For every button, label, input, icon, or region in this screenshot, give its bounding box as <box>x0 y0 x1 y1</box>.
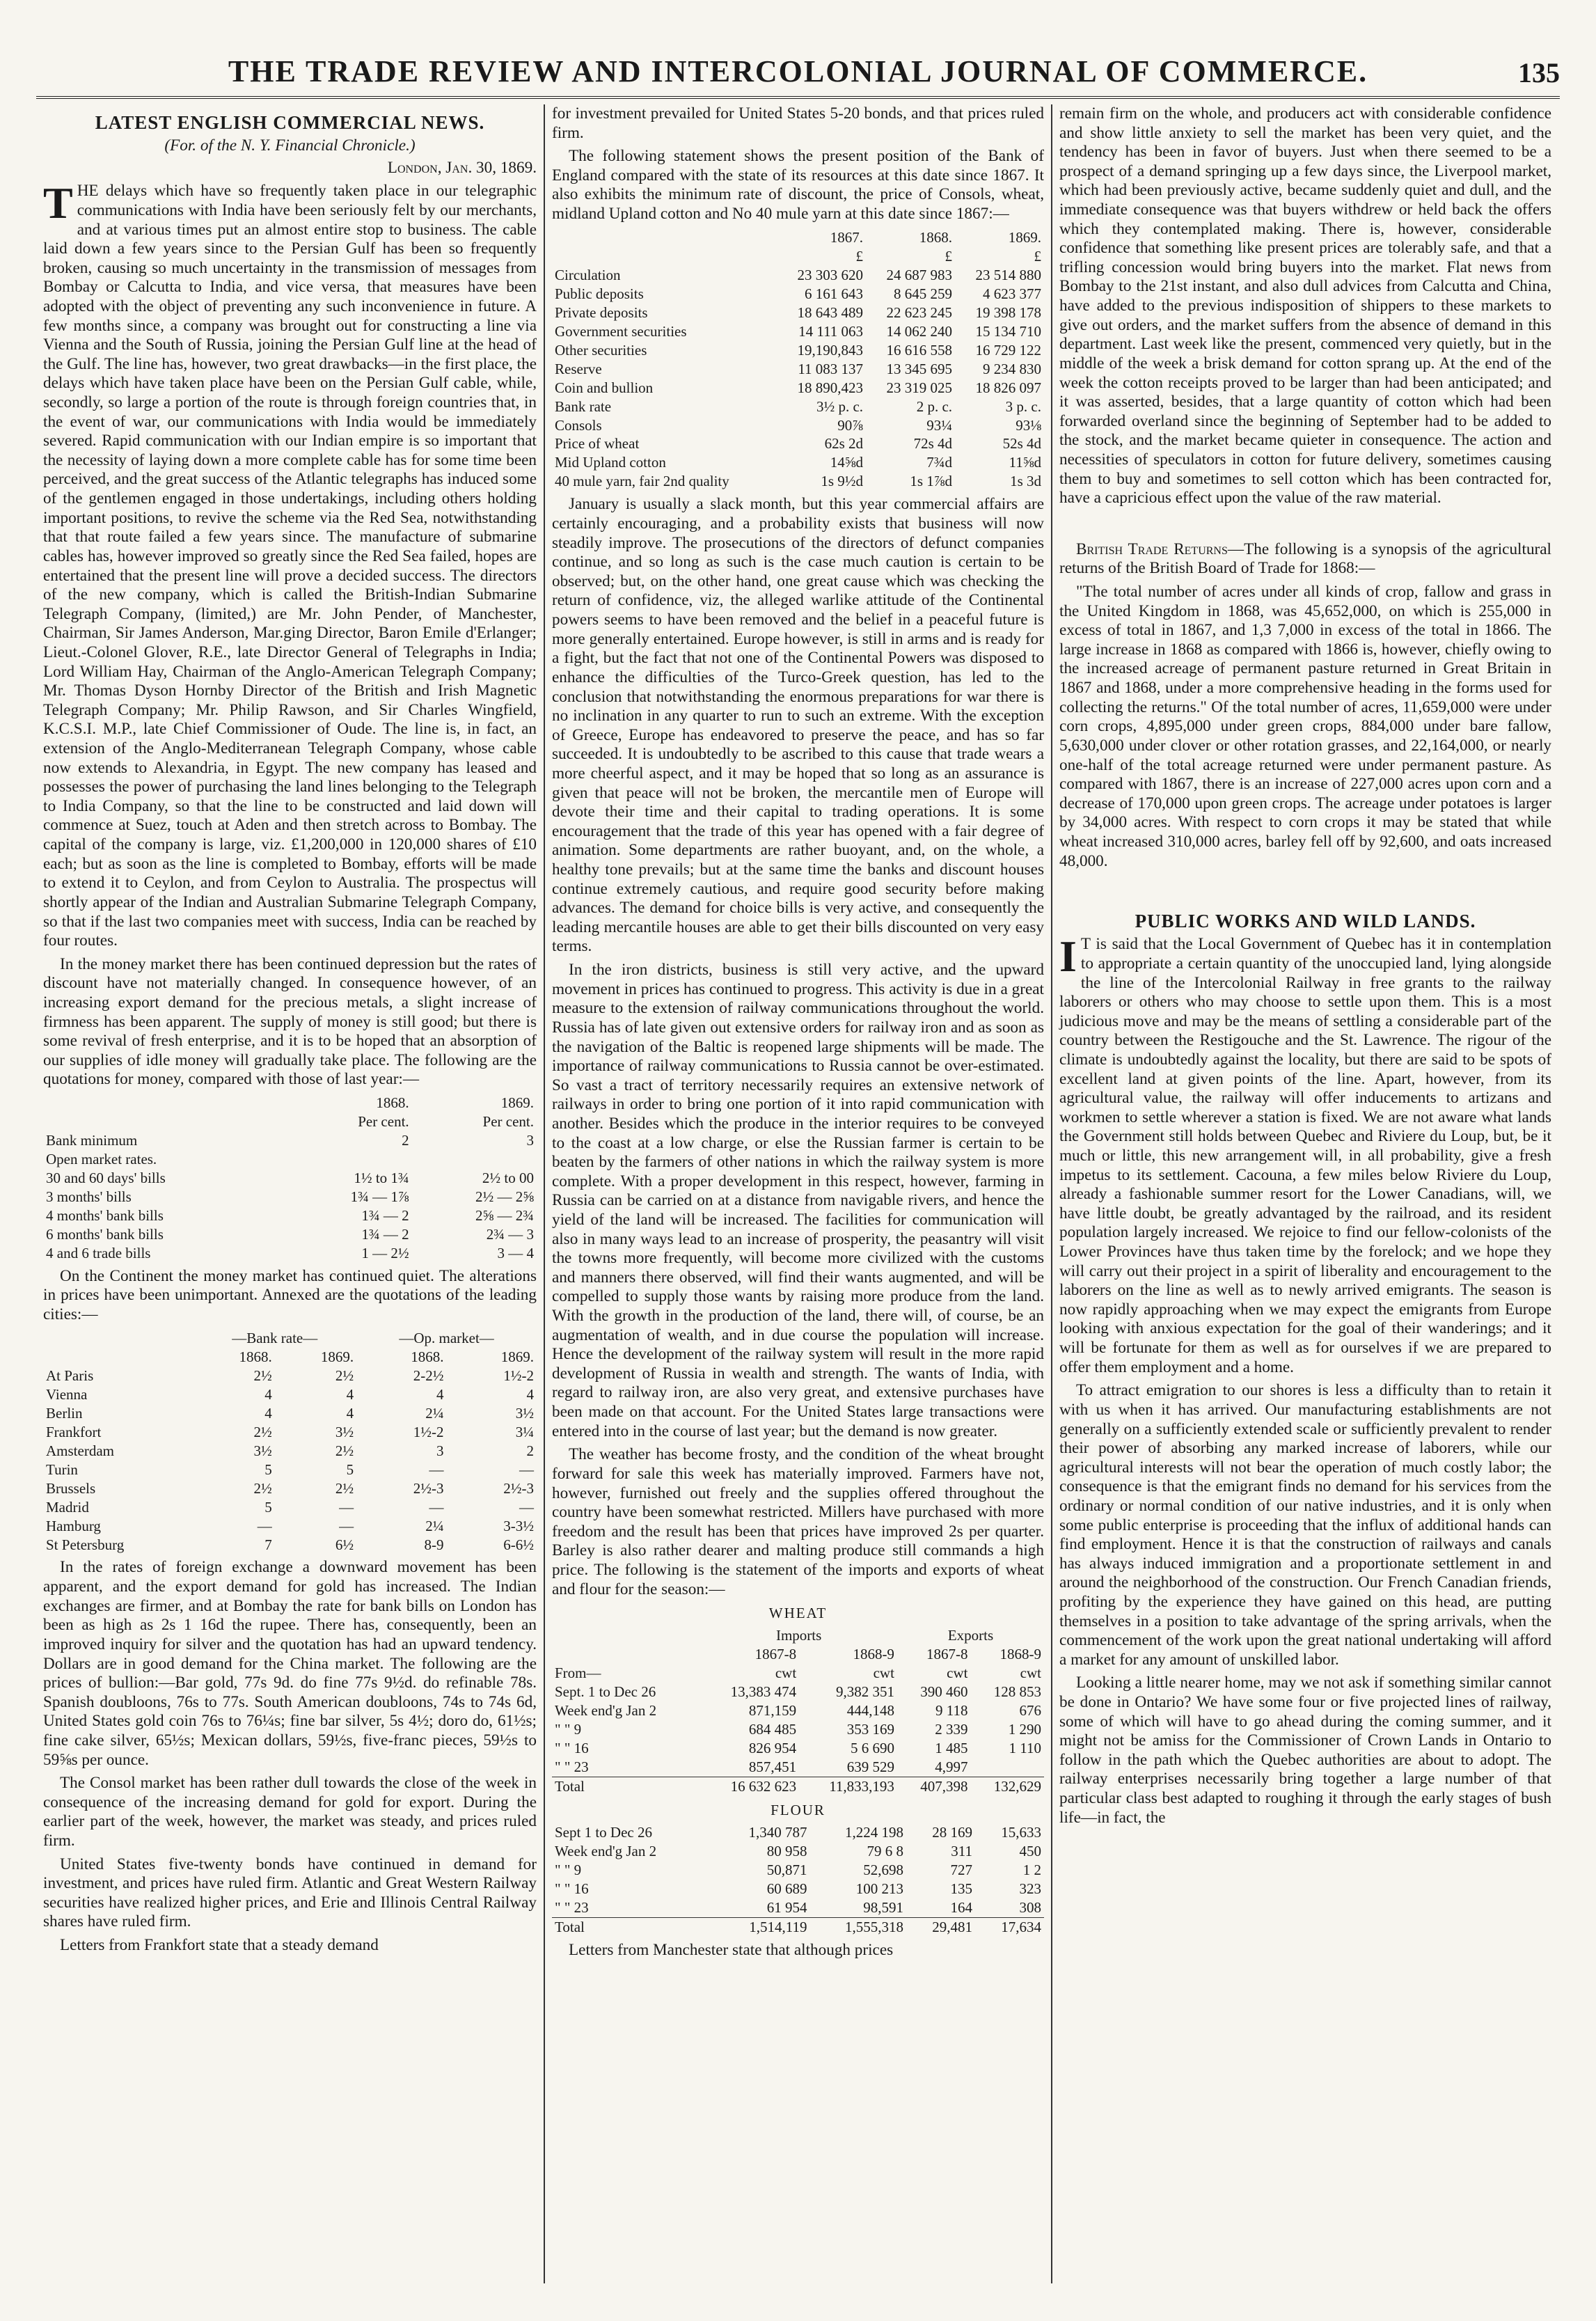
table-cell: 2½-3 <box>413 1479 444 1497</box>
table-cell: 18 826 097 <box>975 379 1041 396</box>
running-header <box>36 49 1560 89</box>
table-cell: 2½ <box>253 1423 272 1440</box>
table-row <box>552 1739 1044 1758</box>
paragraph: British Trade Returns—The following is a synopsis of the agricultural returns of the British Board of Trade for 1868:— <box>1059 540 1551 578</box>
table-header-row: From— cwt cwt cwt cwt <box>555 1665 1041 1682</box>
article-source: (For. of the N. Y. Financial Chronicle.) <box>164 136 416 155</box>
table-cell: 2-2½ <box>413 1367 444 1384</box>
table-cell: 1,555,318 <box>810 1917 906 1936</box>
paragraph: On the Continent the money market has continued quiet. The alterations in prices have been unimportant. Annexed are the quotations of the leading cities:— <box>43 1266 537 1324</box>
column-2 <box>544 104 1051 2283</box>
table-cell: " " 23 <box>555 1759 589 1776</box>
table-cell: — <box>519 1498 534 1516</box>
table-cell: " " 9 <box>555 1721 582 1738</box>
table-header-row: 1867-8 1868-9 1867-8 1868-9 <box>754 1646 1041 1663</box>
table-header-row: Per cent. Per cent. <box>358 1112 534 1130</box>
table-cell: 93⅛ <box>1016 416 1041 434</box>
table-cell: 639 529 <box>846 1759 894 1776</box>
table-cell: 19,190,843 <box>797 341 864 359</box>
table-row <box>43 1367 537 1385</box>
table-cell: 24 687 983 <box>886 266 953 283</box>
table-cell: 16 632 623 <box>700 1777 799 1796</box>
table-cell: Bank minimum <box>46 1131 138 1149</box>
paragraph: for investment prevailed for United States 5-20 bonds, and that prices ruled firm. <box>552 104 1044 142</box>
table-cell: Brussels <box>46 1479 96 1497</box>
table-row <box>552 1880 1044 1898</box>
table-cell: 6-6½ <box>503 1536 534 1553</box>
paragraph: Letters from Frankfort state that a steady demand <box>60 1936 379 1955</box>
table-cell: Private deposits <box>555 304 648 321</box>
table-cell: 4 <box>264 1404 272 1422</box>
table-cell: — <box>429 1461 444 1478</box>
flour-body <box>552 1823 1044 1937</box>
table-cell: 23 319 025 <box>886 379 953 396</box>
table-cell: Total <box>552 1917 713 1936</box>
table-cell: 6 161 643 <box>805 285 864 302</box>
table-cell: Total <box>552 1777 700 1796</box>
table-cell: Consols <box>555 416 602 434</box>
table-cell: Hamburg <box>46 1517 101 1534</box>
table-cell: 1¾ — 2 <box>361 1225 409 1243</box>
table-cell: 60 689 <box>766 1880 807 1897</box>
table-cell: 4 <box>526 1385 534 1403</box>
table-cell: 1¾ — 2 <box>361 1206 409 1224</box>
table-cell: 1 485 <box>935 1740 968 1757</box>
table-cell: " " 16 <box>555 1740 589 1757</box>
table-row <box>43 1169 537 1188</box>
table-row <box>43 1404 537 1423</box>
table-cell: 4 <box>264 1385 272 1403</box>
table-cell: 727 <box>950 1861 972 1878</box>
table-cell: 3½ <box>335 1423 354 1440</box>
table-cell: Week end'g Jan 2 <box>555 1842 657 1859</box>
continental-rates-body <box>43 1367 537 1555</box>
wheat-body <box>552 1683 1044 1796</box>
paragraph: remain firm on the whole, and producers act with considerable confidence and show little anxiety to sell the market has been very quiet, and the tendency has been in favor of buyers. Just when there seemed to be a prospect of a demand springing up a few days since, the Liverpool market, which had been previously active, became suddenly quiet and dull, and the immediate consequence was that buyers withdrew or held back the offers which they contemplated making. There is, however, considerable confidence that something like present prices are tolerably safe, and that a trifling concession would bring buyers into the market. Flat news from Bombay to the 21st instant, and also dull advices from Calcutta and China, have added to the previous indisposition of shippers to these markets to give out orders, and the market suffers from the absence of demand in this department. Last week like the present, commenced very quietly, but in the middle of the week a brisk demand for cotton sprang up. At the end of the week the cotton receipts proved to be larger than had been anticipated; and it was asserted, besides, that a large quantity of cotton which had been forwarded overland since the beginning of September had to be added to the stock, and the market became quieter in consequence. The action and necessities of speculators in cotton for future delivery, sometimes causing them to buy and sometimes to sell cotton which has been contracted for, have a capricious effect upon the value of the raw material. <box>1059 104 1551 508</box>
table-cell: 1s 1⅞d <box>910 473 953 490</box>
table-cell: 871,159 <box>748 1702 797 1720</box>
table-cell: Bank rate <box>555 398 612 415</box>
table-cell: 9,382 351 <box>835 1683 894 1701</box>
table-cell: 2 <box>402 1131 409 1149</box>
table-cell: Amsterdam <box>46 1442 114 1459</box>
table-header-row: 1868. 1869. 1868. 1869. <box>239 1348 534 1365</box>
paragraph: "The total number of acres under all kinds of crop, fallow and grass in the United Kingdom in 1868, was 45,652,000, on which is 255,000 in excess of total in 1867, and 1,3 7,000 in excess of the total in 1866. The large increase in 1868 as compared with 1866 is, however, chiefly owing to the increased acreage of permanent pasture returned in Great Britain in 1867 and 1868, under a more comprehensive heading in the forms used for collecting the returns." Of the total number of acres, 11,659,000 were under corn crops, 4,895,000 under green crops, 884,000 under bare fallow, 5,630,000 under clover or other rotation grasses, and 22,164,000, or nearly one-half of the total acreage returned were under permanent pasture. As compared with 1867, there is an increase of 227,000 acres upon corn and a decrease of 170,000 upon green crops. The acreage under potatoes is larger by 34,000 acres. With respect to corn crops it may be stated that while wheat increased 310,000 acres, barley fell off by 92,600, and oats increased 48,000. <box>1059 583 1551 870</box>
table-cell: 2½ <box>335 1442 354 1459</box>
table-row <box>43 1442 537 1461</box>
table-cell: 323 <box>1019 1880 1041 1897</box>
table-row <box>552 1683 1044 1701</box>
table-cell: 11,833,193 <box>799 1777 897 1796</box>
table-cell: 164 <box>950 1898 972 1916</box>
journal-title: THE TRADE REVIEW AND INTERCOLONIAL JOURNAL OF COMMERCE. <box>228 54 1368 88</box>
table-cell: 1s 3d <box>1010 473 1041 490</box>
table-cell: 684 485 <box>748 1721 797 1738</box>
table-header-row: Imports Exports <box>775 1627 994 1644</box>
paragraph: Letters from Manchester state that although prices <box>569 1940 894 1959</box>
table-cell: 5 <box>264 1498 272 1516</box>
table-cell: 857,451 <box>748 1759 797 1776</box>
table-cell <box>970 1758 1044 1777</box>
money-rates-table <box>43 1094 537 1263</box>
table-cell: 1½-2 <box>413 1423 444 1440</box>
table-cell: 676 <box>1019 1702 1041 1720</box>
columns <box>36 104 1560 2283</box>
table-cell: Coin and bullion <box>555 379 654 396</box>
table-cell: 18 643 489 <box>797 304 864 321</box>
table-cell: Public deposits <box>555 285 644 302</box>
paragraph: To attract emigration to our shores is less a difficulty than to retain it with us when it has arrived. Our manufacturing establishments are not generally on a sufficiently extended scale or sufficiently prevalent to render their power of absorbing any marked increase of laborers, while our agricultural interests will not bear the operation of much costly labor; the consequence is that the emigrant finds no demand for his services from the ordinary or normal condition of our native industries, and it is only when some public enterprise is proceeding that the influx of additional hands can find employment. Hence it is that the construction of railways and canals has always induced immigration and a proportionate settlement in and around the neighborhood of the construction. Our French Canadian friends, profiting by the experience they have gained on this head, are putting themselves in a position to take advantage of the spring arrivals, when the commencement of the work upon the great national undertaking will afford a market for any amount of unskilled labor. <box>1059 1381 1551 1669</box>
table-cell: Berlin <box>46 1404 83 1422</box>
table-row <box>552 1701 1044 1720</box>
table-cell: 8 645 259 <box>894 285 953 302</box>
table-cell: 826 954 <box>748 1740 797 1757</box>
table-cell: 5 <box>346 1461 354 1478</box>
table-cell: 1 290 <box>1008 1721 1041 1738</box>
table-cell: 3-3½ <box>503 1517 534 1534</box>
paragraph: In the rates of foreign exchange a downward movement has been apparent, and the export demand for gold has increased. The Indian exchanges are firmer, and at Bombay the rate for bank bills on London has been as high as 2s 1 16d the rupee. There has, consequently, been an improved inquiry for silver and the quotation has had an upward tendency. Dollars are in good demand for the China market. The following are the prices of bullion:—Bar gold, 77s 9d. do fine 77s 9½d. do refinable 78s. Spanish doubloons, 76s to 77s. South American doubloons, 74s to 74s 6d, United States gold coin 76s to 76¼s; fine bar silver, 5s 4½; doro do, 61½s; fine cake silver, 65½s; Mexican dollars, 59½s, five-franc pieces, 59½s to 59⅝s per ounce. <box>43 1558 537 1769</box>
table-row <box>43 1206 537 1225</box>
table-cell: 1 — 2½ <box>361 1244 409 1261</box>
table-cell: 2½ — 2⅝ <box>475 1188 534 1205</box>
table-cell: 4 623 377 <box>983 285 1041 302</box>
column-1 <box>36 104 544 2283</box>
column-3 <box>1051 104 1558 2283</box>
table-row <box>43 1188 537 1206</box>
table-cell: 22 623 245 <box>886 304 953 321</box>
paragraph: Looking a little nearer home, may we not ask if something similar cannot be done in Ontario? We have some four or five projected lines of railway, some of which will have to go ahead during the coming summer, and it might not be amiss for the Commissioner of Crown Lands in Ontario to follow in the path which the Quebec authorities are about to adopt. The railway enterprises necessarily bring together a large number of that particular class best adapted to roughing it through the early stages of bush life—in fact, the <box>1059 1674 1551 1827</box>
table-cell: 50,871 <box>766 1861 807 1878</box>
table-cell: 2 <box>526 1442 534 1459</box>
table-cell: 52,698 <box>863 1861 903 1878</box>
table-cell: Mid Upland cotton <box>555 454 666 471</box>
money-rates-body <box>43 1131 537 1263</box>
table-cell: 3½ <box>515 1404 534 1422</box>
table-cell: 3¼ <box>515 1423 534 1440</box>
table-row <box>552 398 1044 416</box>
article-dateline: London, Jan. 30, 1869. <box>387 158 537 177</box>
table-cell: 2¾ — 3 <box>486 1225 534 1243</box>
table-cell: 14 062 240 <box>886 322 953 340</box>
paragraph: United States five-twenty bonds have continued in demand for investment, and prices have ruled firm. Atlantic and Great Western Railway securities have realized higher prices, and Erie and Illinois Central Railway shares have ruled firm. <box>43 1855 537 1931</box>
table-cell: 23 303 620 <box>797 266 864 283</box>
table-cell: 28 169 <box>932 1824 972 1841</box>
table-header-row: 1868. 1869. <box>376 1094 534 1111</box>
table-cell: 2½ <box>253 1479 272 1497</box>
table-cell: 4 <box>346 1385 354 1403</box>
table-cell <box>412 1150 537 1169</box>
returns-lead: British Trade Returns <box>1076 540 1228 558</box>
table-cell: 100 213 <box>855 1880 903 1897</box>
table-cell: — <box>339 1498 354 1516</box>
table-row <box>43 1423 537 1442</box>
table-cell: 16 616 558 <box>886 341 953 359</box>
table-cell: 1 2 <box>1022 1861 1041 1878</box>
table-cell: 13,383 474 <box>730 1683 797 1701</box>
table-row <box>43 1385 537 1404</box>
table-cell: 2⅝ — 2¾ <box>475 1206 534 1224</box>
table-cell: 2½ <box>335 1479 354 1497</box>
table-cell: 308 <box>1019 1898 1041 1916</box>
table-row <box>43 1479 537 1498</box>
table-row <box>552 434 1044 453</box>
table-cell: — <box>257 1517 272 1534</box>
table-row <box>552 266 1044 285</box>
table-row <box>552 1861 1044 1880</box>
table-cell: 5 6 690 <box>850 1740 894 1757</box>
table-cell: 61 954 <box>766 1898 807 1916</box>
table-row <box>552 1898 1044 1917</box>
paragraph: I T is said that the Local Government of Quebec has it in contemplation to appropriate a certain quantity of the unoccupied land, lying alongside the line of the Intercolonial Railway in free grants to the railway laborers or others who may choose to settle upon them. This is a most judicious move and may be the means of settling a considerable part of the country between the Restigouche and the St. Lawrence. The rigour of the climate is undoubtedly against the locality, but there are said to be spots of excellent land at given points of the line. Apart, however, from its agricultural value, the railway will offer inducements to artizans and workmen to settle wherever a station is fixed. We are not aware what lands the Government still holds between Quebec and Riviere du Loup, but, be it much or little, this new arrangement will, in all probability, give a fresh impetus to its settlement. Cacouna, a few miles below Riviere du Loup, already a fashionable summer resort for the Lower Canadians, will, we have little doubt, be greatly advantaged by the railroad, and its resident population largely increased. We rejoice to find our fellow-colonists of the Lower Provinces have thus taken time by the forelock; and we hope they will carry out their project in a spirit of liberality and encouragement to the laborers on the line as well as to newly arrived emigrants. The season is now rapidly approaching when we may expect the emigrants from Europe looking with anxious expectation for the goal of their wanderings; and it will be fortunate for them as well as for ourselves if we are prepared to offer them employment and a home. <box>1059 931 1551 1376</box>
paragraph: In the money market there has been continued depression but the rates of discount have not materially changed. In consequence however, of an increasing export demand for the precious metals, a slight increase of firmness has been apparent. The supply of money is still good; but there is some revival of fresh enterprise, and it is to be hoped that an absorption of our supplies of idle money will gradually take place. The following are the quotations for money, compared with those of last year:— <box>43 954 537 1089</box>
table-cell: 2½ <box>335 1367 354 1384</box>
table-cell: Week end'g Jan 2 <box>555 1702 657 1720</box>
table-cell: 3 months' bills <box>46 1188 132 1205</box>
table-cell: 311 <box>951 1842 972 1859</box>
table-cell: 6 months' bank bills <box>46 1225 164 1243</box>
table-row <box>43 1131 537 1150</box>
table-cell: 1,340 787 <box>748 1824 807 1841</box>
table-cell: 4,997 <box>935 1759 968 1776</box>
table-cell: 5 <box>264 1461 272 1478</box>
table-cell: 15,633 <box>1001 1824 1041 1841</box>
table-cell: 18 890,423 <box>797 379 864 396</box>
wheat-label: WHEAT <box>768 1605 828 1622</box>
table-cell: 9 234 830 <box>983 360 1041 377</box>
table-cell <box>287 1150 411 1169</box>
table-total-row <box>552 1777 1044 1796</box>
table-row <box>552 1842 1044 1861</box>
table-cell: 353 169 <box>846 1721 894 1738</box>
table-cell: 7 <box>264 1536 272 1553</box>
table-row <box>552 453 1044 472</box>
table-cell: 3½ <box>253 1442 272 1459</box>
table-cell: At Paris <box>46 1367 94 1384</box>
table-cell: 15 134 710 <box>975 322 1041 340</box>
table-row <box>43 1498 537 1517</box>
table-cell: Price of wheat <box>555 435 640 453</box>
table-cell: Turin <box>46 1461 78 1478</box>
article-heading-public-works: PUBLIC WORKS AND WILD LANDS. <box>1135 911 1476 932</box>
table-row <box>552 472 1044 491</box>
table-cell: Circulation <box>555 266 621 283</box>
table-cell: Sept. 1 to Dec 26 <box>555 1683 656 1701</box>
table-cell: 2½ to 00 <box>482 1169 534 1186</box>
table-row <box>552 416 1044 435</box>
table-row <box>43 1244 537 1263</box>
table-cell: — <box>519 1461 534 1478</box>
table-cell: 3 <box>436 1442 444 1459</box>
table-cell: 8-9 <box>424 1536 444 1553</box>
table-cell: 16 729 122 <box>975 341 1041 359</box>
table-cell: 4 months' bank bills <box>46 1206 164 1224</box>
table-header-row: —Bank rate— —Op. market— <box>232 1329 494 1346</box>
table-header-row: 1867. 1868. 1869. <box>830 228 1041 246</box>
table-cell: 80 958 <box>766 1842 807 1859</box>
table-cell: 23 514 880 <box>975 266 1041 283</box>
table-cell: 1,224 198 <box>845 1824 903 1841</box>
table-cell: 72s 4d <box>913 435 953 453</box>
table-row <box>43 1536 537 1555</box>
table-cell: Madrid <box>46 1498 89 1516</box>
page-number: 135 <box>1518 57 1560 88</box>
table-cell: 11 083 137 <box>798 360 864 377</box>
drop-cap: T <box>43 178 73 228</box>
table-cell: 19 398 178 <box>975 304 1041 321</box>
table-row <box>552 379 1044 398</box>
table-cell: 390 460 <box>920 1683 968 1701</box>
table-cell: Reserve <box>555 360 602 377</box>
paragraph: The weather has become frosty, and the condition of the wheat brought forward for sale this week has materially improved. Farmers have not, however, furnished out freely and the supplies offered throughout the country have been somewhat restricted. Millers have purchased with more freedom and the result has been that prices have improved 2s per quarter. Barley is also rather dearer and malting produce still commands a high price. The following is the statement of the imports and exports of wheat and flour for the season:— <box>552 1445 1044 1598</box>
table-cell: 132,629 <box>970 1777 1044 1796</box>
table-cell: 1,514,119 <box>713 1917 809 1936</box>
table-cell: 1½-2 <box>503 1367 534 1384</box>
table-cell: 93¼ <box>926 416 953 434</box>
paragraph: The Consol market has been rather dull towards the close of the week in consequence of the increasing demand for gold for export. During the earlier part of the week, however, the market was steady, and prices ruled firm. <box>43 1774 537 1850</box>
table-row <box>43 1461 537 1479</box>
table-cell: 135 <box>950 1880 972 1897</box>
table-row <box>43 1150 537 1169</box>
flour-table <box>552 1823 1044 1937</box>
table-cell: — <box>339 1517 354 1534</box>
table-cell: 450 <box>1019 1842 1041 1859</box>
table-row <box>552 285 1044 304</box>
table-cell: " " 9 <box>555 1861 582 1878</box>
table-cell: 7¾d <box>926 454 953 471</box>
table-cell: 1 110 <box>1009 1740 1041 1757</box>
table-cell: 11⅝d <box>1009 454 1041 471</box>
paragraph: THE delays which have so frequently taken place in our telegraphic communications with India have been seriously felt by our merchants, and at various times put an almost entire stop to business. The cable laid down a few years since to the Persian Gulf has been so frequently broken, causing so much uncertainty in the transmission of messages from Bombay or Calcutta to India, and vice versa, that measures have been adopted with the object of preventing any such inconvenience in future. A few months since, a company was brought out for constructing a line via Vienna and the South of Russia, joining the Persian Gulf line at the head of the Gulf. The line has, however, two great drawbacks—in the first place, the delays which have taken place have been on the Persian Gulf cable, while, secondly, so large a portion of the route is through foreign countries that, in the event of war, our communications with India would be immediately severed. Rapid communication with our Indian empire is so important that the necessity of laying down a more complete cable has for some time been perceived, and the great success of the Atlantic telegraphs has induced some of the gentlemen engaged in those undertakings, including others holding important positions, to revive the scheme via the Red Sea, notwithstanding that that route failed a few years since. The manufacture of submarine cables has, however improved so greatly since the Red Sea failed, hopes are entertained that the present line will prove a decided success. The directors of the new company, which is called the British-Indian Submarine Telegraph Company, (limited,) are Mr. John Pender, of Manchester, Chairman, Sir James Anderson, Mar.ging Director, Baron Emile d'Erlanger; Lieut.-Colonel Glover, R.E., late Director General of Telegraphs in India; Lord William Hay, Chairman of the Anglo-American Telegraph Company; Mr. Thomas Dyson Hornby Director of the British and Irish Magnetic Telegraph Company; Mr. Philip Rawson, and Sir Charles Wingfield, K.C.S.I. M.P., late Chief Commissioner of Oude. The line is, in fact, an extension of the Anglo-Mediterranean Telegraph Company, whose cable now extends to Alexandria, in Egypt. The new company has leased and possesses the power of purchasing the land lines belonging to the Telegraph to India Company, so that the line to be constructed and laid down will commence at Suez, touch at Aden and then stretch across to Bombay. The capital of the company is large, viz. £1,200,000 in 120,000 shares of £10 each; but as soon as the line is completed to Bombay, efforts will be made to extend it to Ceylon, and from Ceylon to Australia. The prospectus will shortly appear of the Indian and Australian Submarine Telegraph Company, so that if the last two companies meet with success, India can be reached by four routes. <box>43 178 537 950</box>
table-cell: 128 853 <box>993 1683 1041 1701</box>
paragraph: The following statement shows the present position of the Bank of England compared with the state of its resources at this date since 1867. It also exhibits the minimum rate of discount, the price of Consols, wheat, midland Upland cotton and No 40 mule yarn at this date since 1867:— <box>552 147 1044 223</box>
table-row <box>552 322 1044 341</box>
table-row <box>552 360 1044 379</box>
table-cell: 4 <box>436 1385 444 1403</box>
table-cell: Vienna <box>46 1385 88 1403</box>
bank-of-england-table <box>552 228 1044 491</box>
table-cell: 13 345 695 <box>886 360 953 377</box>
table-cell: 40 mule yarn, fair 2nd quality <box>555 473 729 490</box>
table-cell: 29,481 <box>906 1917 975 1936</box>
table-cell: 4 and 6 trade bills <box>46 1244 151 1261</box>
table-cell: 3 p. c. <box>1005 398 1041 415</box>
table-cell: 3½ p. c. <box>816 398 864 415</box>
table-cell: Open market rates. <box>46 1150 157 1167</box>
table-cell: 444,148 <box>846 1702 894 1720</box>
table-cell: 9 118 <box>935 1702 968 1720</box>
table-cell: 98,591 <box>863 1898 903 1916</box>
table-cell: 2½-3 <box>503 1479 534 1497</box>
table-cell: 3 — 4 <box>497 1244 534 1261</box>
table-row <box>552 1823 1044 1842</box>
bank-of-england-body <box>552 266 1044 491</box>
table-cell: 2½ <box>253 1367 272 1384</box>
table-cell: 1¾ — 1⅞ <box>350 1188 409 1205</box>
table-cell: Frankfort <box>46 1423 102 1440</box>
table-cell: 52s 4d <box>1002 435 1041 453</box>
drop-cap: I <box>1059 931 1077 982</box>
paragraph: In the iron districts, business is still very active, and the upward movement in prices has continued to progress. This activity is due in a great measure to the extension of railway communications throughout the world. Russia has of late given out extensive orders for railway iron and as soon as the navigation of the Baltic is reopened large shipments will be made. The importance of railway communications to Russia cannot be over-estimated. So vast a tract of territory necessarily requires an extensive network of railways in order to bring one portion of it into rapid communication with another. Besides which the produce in the interior requires to be conveyed to the coast at a low charge, or else the Russian farmer is certain to be beaten by the farmers of other nations in which the railway system is more complete. With a proper development in this respect, however, farming in Russia can be carried on at a distance from navigable rivers, and hence the yield of the land will be increased. The facilities for communication will also in many ways lead to an increase of prosperity, the peasantry will visit the towns more frequently, will become more civilized with the customs and manners there observed, will find their wants augmented, and will be compelled to supply those wants by raising more produce from the land. With the growth in the production of the land, there will, of course, be an augmentation of wealth, and in due course the population will increase. Hence the development of the railway system will result in the more rapid development of Russia in wealth and strength. The wants of India, with regard to railway iron, are also very great, and extensive purchases have been made on that account. For the United States large transactions were entered into in the course of last year; but the demand is now greater. <box>552 961 1044 1440</box>
table-cell: 62s 2d <box>824 435 864 453</box>
table-cell: Sept 1 to Dec 26 <box>555 1824 652 1841</box>
table-cell: 2¼ <box>425 1517 444 1534</box>
continental-rates-table <box>43 1329 537 1555</box>
table-cell: 1s 9½d <box>821 473 864 490</box>
table-cell: 90⅞ <box>837 416 864 434</box>
table-cell: 3 <box>526 1131 534 1149</box>
table-header-row: £ £ £ <box>855 247 1041 265</box>
table-row <box>43 1517 537 1536</box>
table-total-row <box>552 1917 1044 1936</box>
table-cell: 407,398 <box>897 1777 971 1796</box>
table-cell: 30 and 60 days' bills <box>46 1169 166 1186</box>
table-cell: 17,634 <box>975 1917 1044 1936</box>
table-cell: Other securities <box>555 341 647 359</box>
table-cell: 4 <box>346 1404 354 1422</box>
table-row <box>552 1758 1044 1777</box>
paragraph: January is usually a slack month, but this year commercial affairs are certainly encouraging, and a probability exists that business will now steadily improve. The prosecutions of the directors of defunct companies continue, and so long as such is the case much caution is certain to be observed; but, on the other hand, one great cause which was checking the return of confidence, viz, the alleged warlike attitude of the Continental powers seems to have been removed and the belief in a peaceful future is more generally entertained. Europe however, is still in arms and is ready for a fight, but the fact that not one of the Continental Powers was disposed to enhance the difficulties of the Turco-Greek question, has led to the conclusion that notwithstanding the enormous preparations for war there is no inclination in any quarter to run to such an extreme. With the exception of Greece, Europe has endeavored to preserve the peace, and has so far succeeded. It is undoubtedly to be ascribed to this cause that trade wears a more cheerful aspect, and it may be hoped that so long as an assurance is given that peace will not be broken, the mercantile men of Europe will devote their time and their capital to trading operations. It is some encouragement that the trade of this year has opened with a fair degree of animation. Some departments are rather buoyant, and, on the whole, a healthy tone prevails; but at the same time the banks and discount houses continue extremely cautious, and require good security before making advances. The demand for choice bills is very active, and consequently the leading mercantile houses are able to get their bills discounted on very easy terms. <box>552 495 1044 956</box>
table-cell: 14 111 063 <box>798 322 864 340</box>
flour-label: FLOUR <box>771 1802 825 1819</box>
table-cell: 79 6 8 <box>867 1842 903 1859</box>
table-cell: — <box>429 1498 444 1516</box>
table-cell: Government securities <box>555 322 687 340</box>
table-cell: 14⅝d <box>830 454 864 471</box>
table-cell: 1½ to 1¾ <box>354 1169 409 1186</box>
table-cell: 6½ <box>335 1536 354 1553</box>
table-cell: 2¼ <box>425 1404 444 1422</box>
table-row <box>43 1225 537 1244</box>
table-cell: St Petersburg <box>46 1536 125 1553</box>
table-row <box>552 304 1044 322</box>
table-row <box>552 341 1044 360</box>
table-row <box>552 1720 1044 1739</box>
table-cell: 2 339 <box>935 1721 968 1738</box>
wheat-table <box>552 1626 1044 1796</box>
table-cell: " " 23 <box>555 1898 589 1916</box>
article-heading-commercial-news: LATEST ENGLISH COMMERCIAL NEWS. <box>95 112 485 133</box>
header-rule <box>36 96 1560 99</box>
table-cell: 2 p. c. <box>916 398 953 415</box>
table-cell: " " 16 <box>555 1880 589 1897</box>
